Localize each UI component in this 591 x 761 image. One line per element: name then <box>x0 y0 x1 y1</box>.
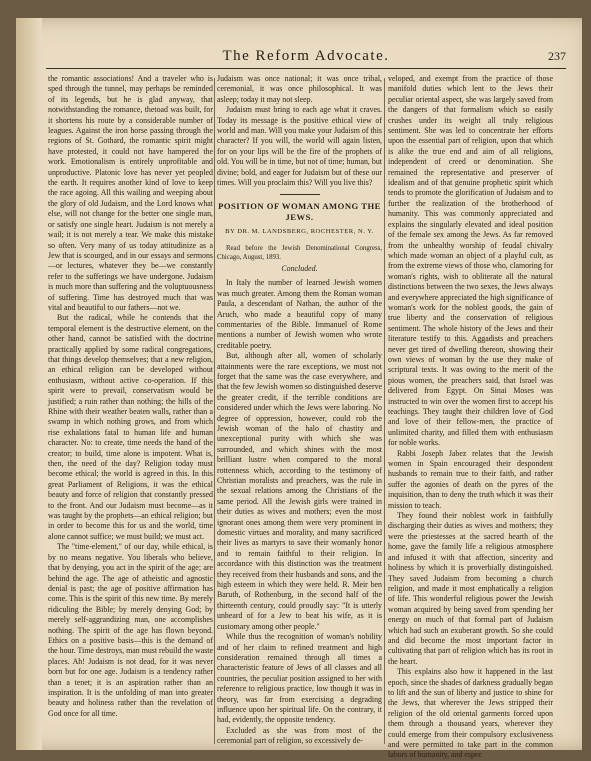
publication-title: The Reform Advocate. <box>222 48 390 64</box>
paragraph: Rabbi Joseph Jabez relates that the Jewish women in Spain encouraged their despondent husbands to remain true to their faith, and rather suffer the agonies of death on the pyres of the inquisition, than to deny the truth which it was their mission to teach. <box>388 448 553 510</box>
column-separator <box>214 78 215 744</box>
article-title: POSITION OF WOMAN AMONG THE JEWS. <box>218 201 381 223</box>
column-2 <box>217 74 382 750</box>
paragraph: In Italy the number of learned Jewish women was much greater. Among them the Roman woman Paula, a descendant of Nathan, the author of the Aruch, who made a beautiful copy of many commentaries of the Bible. Immanuel of Rome mentions a number of Jewish women who wrote creditable poetry. <box>217 278 382 350</box>
column-3 <box>388 74 553 760</box>
paragraph: veloped, and exempt from the practice of those manifold duties which lent to the Jews their peculiar oriental aspect, she was largely saved from the dangers of that formalism which so easily crushes under its weight all truly religious sentiment. She was led to concentrate her efforts upon the essential part of religion, upon that which is alike the true end and aim of all religions, independent of creed or denomination. She remained the representative and preserver of idealism and of that genuine prophetic spirit which tends to promote the glorification of Judaism and to further the realization of the brotherhood of humanity. This was commonly appreciated and explains the singularly elevated and ideal position of the female sex among the Jews. As far removed from the unhealthy worship of feudal chivalry which made woman an object of a playful cult, as from the extreme views of those who, clamoring for woman's rights, wish to obliterate all the natural distinctions between the two sexes, the Jews always and everywhere appreciated the high significance of woman's work for the noblest goods, the gain of true liberty and the conservation of religious sentiment. The whole history of the Jews and their literature testify to this. Aggadists and preachers never get tired of dwelling thereon, showing their own views of woman by the use they make of scriptural texts. It was owing to the merit of the pious women, the preachers said, that Israel was delivered from Egypt. On Sinai Moses was instructed to win over the women first to accept his teachings. They taught their children love of God and love of their fellow-men, the practice of unlimited charity, and filled them with enthusiasm for noble works. <box>388 74 553 448</box>
paragraph: They found their noblest work in faithfully discharging their duties as wives and mothers; they were the priestesses at the sacred hearth of the home, gave the family life a religious atmosphere and infused it with that affection, sincerity and holiness by which it is proverbially distinguished. They saved Judaism from becoming a church religion, and made it most emphatically a religion of life. This wonderful religious power the Jewish woman acquired by being saved from spending her energy on much of that formal part of Judaism which had such an exuberant growth. So she could and did become the most important factor in cultivating that part of religion which has its root in the heart. <box>388 511 553 666</box>
paragraph: Judaism was once national; it was once tribal, ceremonial, it was once philosophical. It was asleep; today it may not sleep. <box>217 74 382 104</box>
page-number: 237 <box>548 49 566 63</box>
article-byline: BY DR. M. LANDSBERG, ROCHESTER, N. Y. <box>225 228 374 236</box>
paragraph: The "time-element," of our day, while ethical, is by no means negative. You liberals who believe, that by denying, you act in the spirit of the age; are behind the age. The age of atheistic and agnostic denial is past; the age of positive affirmation has come. This is the spirit of this new time. By merely ridiculing the Bible; by merely denying God; by merely self-aggrandizing man, one accomplishes nothing. The spirit of the age has flown beyond. Ethics on a positive basis—this is the demand of the hour. Time destroys, man must rebuild the waste places. Ah! Judaism is not dead, for it was never born but for one age. Judaism is a tendency rather than a tenet; it is an aspiration rather than an inspiration. It is the unfolding of man into greater beauty and holiness rather than the revelation of God once for all time. <box>48 542 213 718</box>
article-note: Read before the Jewish Denominational Congress, Chicago, August, 1893. <box>217 244 382 261</box>
paragraph: While thus the recognition of woman's nobility and of her claim to refined treatment and high consideration remained through all times a characteristic feature of Jews of all classes and all countries, the peculiar position assigned to her with reference to religious practice, low though it was in theory, was far from exercising a degrading influence upon her spiritual life. On the contrary, it had, evidently, the opposite tendency. <box>217 632 382 725</box>
paragraph: But, although after all, women of scholarly attainments were the rare exceptions, we must not forget that the same was the case everywhere, and that the few Jewish women so distinguished deserve the greater credit, if the terrible conditions are considered under which the Jews were laboring. No degree of oppression, however, could rob the Jewish woman of the halo of chastity and unexceptional purity with which she was surrounded, and which shines with the most brilliant lustre when compared to the moral rottenness which, according to the testimony of Christian moralists and preachers, was the rule in the sexual relations among the Christians of the same period. All the Jewish girls were trained in their duties as wives and mothers; even the most ignorant ones among them were very prominent in domestic virtues and morality, and many sacrificed their lives as martyrs to save their womanly honor and to remain faithful to their religion. In accordance with this distinction was the treatment they received from their husbands and sons, and the high esteem in which they were held. R. Meir ben Baruth, of Rothenburg, in the second half of the thirteenth century, could proudly say: "It is utterly unheard of for a Jew to beat his wife, as it is customary among other people." <box>217 351 383 631</box>
paragraph: This explains also how it happened in the last epoch, since the shades of darkness gradually began to lift and the sun of liberty and justice to shine for the Jews, that wherever the Jews stripped their religion of the old oriental garments forced upon them through a thousand years, wherever they could emerge from their compulsory exclusiveness and were permitted to take part in the common labors of humanity, and espec <box>388 667 553 760</box>
column-separator <box>384 78 385 744</box>
paragraph: Judaism must bring to each age what it craves. Today its message is the positive ethical view of world and man. Will you make your Judaism of this character? If you will, the world will again listen, for on your lips will be the fire of the prophets of old. You will be in time, but not of time; human, but divine; bold, and eager for Judaism but of these our times. Will you proclaim this? Will you live this? <box>217 105 382 188</box>
paragraph: Excluded as she was from most of the ceremonial part of religion, so excessively de- <box>217 725 382 746</box>
binding-gutter <box>16 18 42 750</box>
paragraph: the romantic associations! And a traveler who is sped through the tunnel, may perhaps be reminded of its legends, but he is glad anyway, that notwithstanding the romance, thetoad was built, for it shortens his route by a considerable number of leagues. Against the iron horse passing through the regions of St. Gothard, the romantic spirit might have protested, it could not have hampered the work. Emotionalism is entirely unprofitable and unproductive. Platonic love has never yet peopled the earth. It requires another kind of love to keep the race agoing. All this wailing and weeping about the glory of old Judaism, and the Lord knows what else, will not change for the better one single man, or satisfy one single heart. Judaism is not merely a wail; it is not merely a tear. We make this mistake so often. Very many of us today attitudinize as a Jew that is scourged, and in our essays and sermons—or lectures, whatever they be—we constantly refer to the sufferings we have undergone. Judaism is much more than suffering and the voluptuousness of suffering. Time has destroyed much that was vital and beautiful to our fathers—not we. <box>48 74 213 312</box>
paragraph: But the radical, while he contends that the temporal element is the destructive element, on the other hand, cannot be satisfied with the doctrine practically applied by some radical congregations, that things develop themselves; that a new religion, an ethical religion can be developed without enthusiasm, without active co-operation. If this spirit were to prevail, conservatism would be justified; a ruin rather than nothing; the hills of the Rhine with their weather beaten walls, rather than a swamp in which nothing grows, and from which rise exhalations fatal to human life and human character. No: to create, time needs the hand of the creator; to build, time alone is impotent. What is, then, the need of the day? Religion today must become ethical; the world is agreed in this. In this great Parliament of Religions, it was the ethical beauty and force of religion that constantly pressed to the front. And our Judaism must become—as it was taught by the prophets—an ethical religion; but in order to become this for us and the world, time alone cannot suffice; we must build; we must act. <box>48 313 213 541</box>
header-rule <box>46 68 566 69</box>
article-divider <box>280 194 320 195</box>
newspaper-page <box>16 18 582 760</box>
column-1 <box>48 74 213 750</box>
concluded-label: Concluded. <box>281 263 318 273</box>
